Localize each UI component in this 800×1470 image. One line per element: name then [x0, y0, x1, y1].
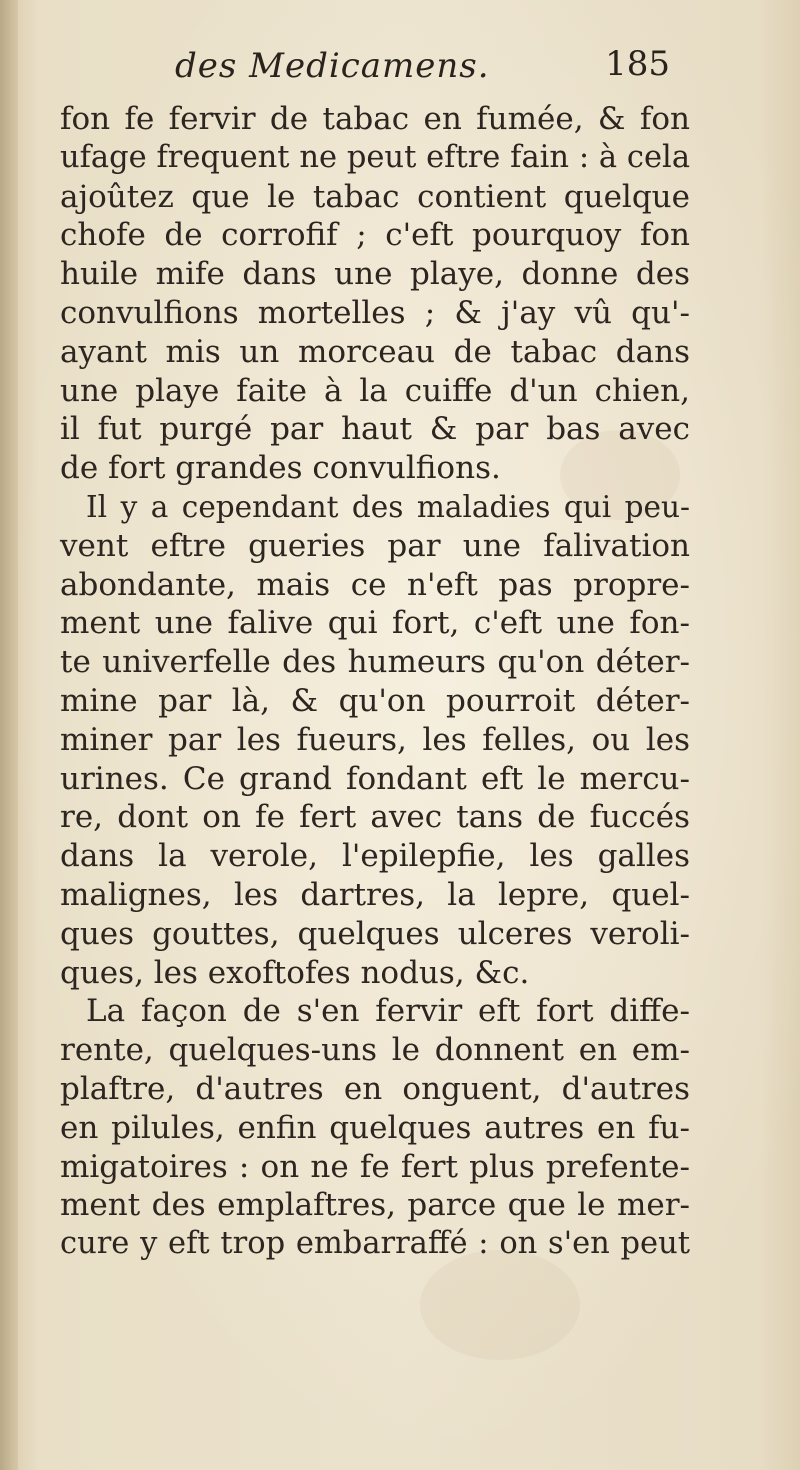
page-header: [60, 40, 670, 100]
text-line: La façon de s'en fervir eft fort diffe-: [86, 993, 690, 1030]
text-line: ment des emplaftres, parce que le mer-: [60, 1187, 690, 1224]
text-line: ajoûtez que le tabac contient quelque: [60, 178, 690, 215]
text-line: une playe faite à la cuiffe d'un chien,: [60, 372, 690, 409]
text-line: ufage frequent ne peut eftre fain : à cela: [60, 139, 690, 175]
text-line: de fort grandes convulfions.: [60, 450, 501, 487]
text-line: re, dont on fe fert avec tans de fuccés: [60, 799, 690, 836]
text-line: il fut purgé par haut & par bas avec: [60, 411, 690, 448]
text-line: urines. Ce grand fondant eft le mercu-: [60, 760, 690, 797]
text-line: en pilules, enfin quelques autres en fu-: [60, 1109, 690, 1146]
text-line: rente, quelques-uns le donnent en em-: [60, 1032, 690, 1069]
text-line: cure y eft trop embarraffé : on s'en peut: [60, 1226, 690, 1262]
page-number: 185: [605, 44, 670, 84]
text-line: migatoires : on ne fe fert plus prefente-: [60, 1148, 690, 1185]
text-line: vent eftre gueries par une falivation: [60, 527, 690, 564]
text-line: mine par là, & qu'on pourroit déter-: [60, 682, 690, 719]
text-line: chofe de corrofif ; c'eft pourquoy fon: [60, 217, 690, 254]
text-line: ques, les exoftofes nodus, &c.: [60, 954, 530, 991]
body-text: [60, 100, 690, 1264]
text-line: Il y a cependant des maladies qui peu-: [86, 489, 690, 524]
text-line: dans la verole, l'epilepfie, les galles: [60, 838, 690, 875]
page-gutter: [0, 0, 18, 1470]
text-line: huile mife dans une playe, donne des: [60, 256, 690, 293]
text-line: abondante, mais ce n'eft pas propre-: [60, 566, 690, 603]
text-line: te univerfelle des humeurs qu'on déter-: [60, 644, 690, 681]
text-line: ques gouttes, quelques ulceres veroli-: [60, 915, 690, 952]
text-line: fon fe fervir de tabac en fumée, & fon: [60, 101, 690, 137]
text-line: malignes, les dartres, la lepre, quel-: [60, 876, 690, 913]
running-title: des Medicamens.: [175, 46, 490, 86]
paper-stain: [420, 1250, 580, 1360]
text-line: ment une falive qui fort, c'eft une fon-: [60, 605, 690, 642]
text-line: plaftre, d'autres en onguent, d'autres: [60, 1070, 690, 1107]
text-line: ayant mis un morceau de tabac dans: [60, 333, 690, 370]
text-line: convulfions mortelles ; & j'ay vû qu'-: [60, 294, 690, 331]
text-line: miner par les fueurs, les felles, ou les: [60, 721, 690, 758]
